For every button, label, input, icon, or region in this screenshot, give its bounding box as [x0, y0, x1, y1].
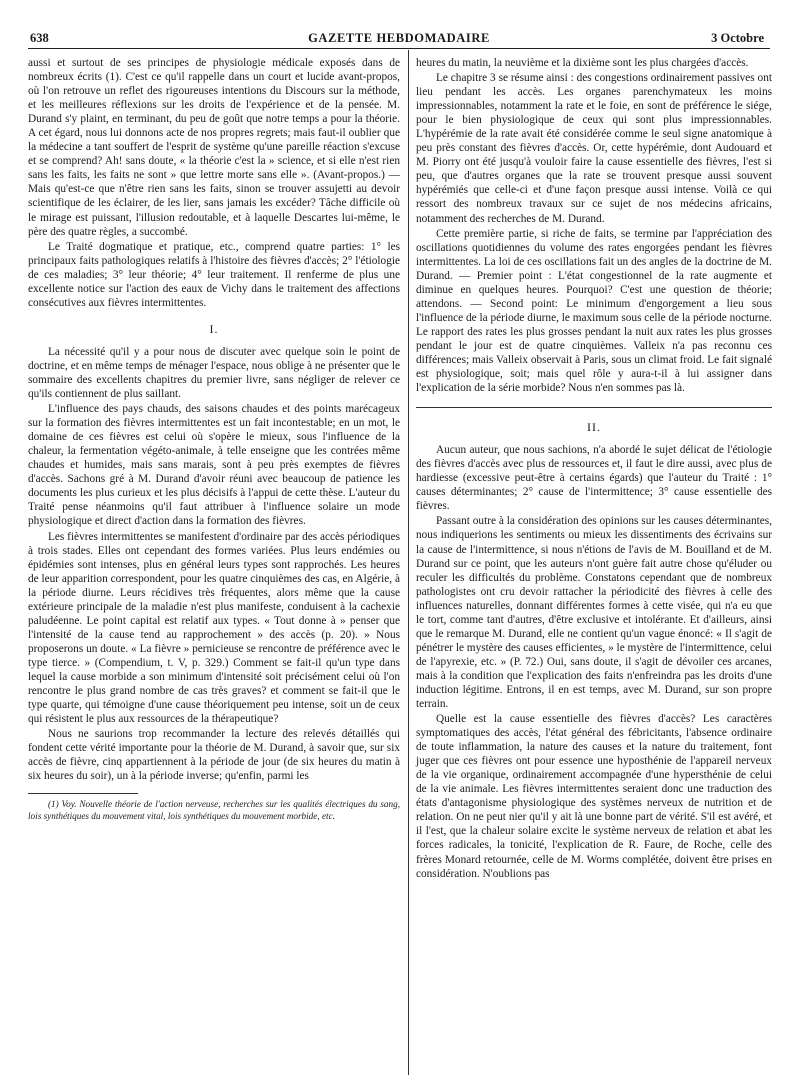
paragraph: Nous ne saurions trop recommander la lecture des relevés détaillés qui fondent cette vérité importante pour la théorie de M. Durand, à savoir que, sur six accès de fièvre, cinq appartiennent à la période de jour (de six heures du matin à six heures du soir), un à la période inverse; qu'enfin, parmi les — [28, 728, 400, 783]
footnote-rule — [28, 793, 138, 794]
section-heading: II. — [587, 420, 601, 435]
column-divider — [408, 50, 409, 1075]
paragraph: aussi et surtout de ses principes de physiologie médicale exposés dans de nombreux écrits (1). C'est ce qu'il rappelle dans un court et lucide avant-propos, où l'on retrouve un reflet des rigoureuses intentions du Discours sur la méthode, et les meilleures réflexions sur les droits de l'expérience et de la pensée. M. Durand s'y plaint, en terminant, du peu de goût que notre temps a pour la théorie. A cet égard, nous lui donnons acte de nos propres regrets; mais faut-il oublier que la médecine a tant souffert de l'esprit de système qu'une pareille réaction s'excuse et se comprend? Ah! sans doute, « la théorie c'est la » science, et si elle n'est rien sans les faits, les faits ne sont » que lettre morte sans elle ». (Avant-propos.) — Mais qu'est-ce que n'être rien sans les faits, sinon se trouver assujetti au devoir scientifique de les éclairer, de les lier, sans jamais les excéder? Tâche difficile où le mirage est puissant, l'illusion redoutable, et à laquelle Descartes lui-même, le père des quatre règles, a succombé. — [28, 57, 400, 238]
paragraph: heures du matin, la neuvième et la dixième sont les plus chargées d'accès. — [416, 57, 749, 69]
paragraph: Le chapitre 3 se résume ainsi : des congestions ordinairement passives ont lieu pendant les accès. Les organes parenchymateux les moins impressionnables, notamment la rate et le foie, en sont de préférence le siége, pour le bien physiologique de ceux qui sont plus impressionnables. L'hypérémie de la rate avait été considérée comme le seul signe anatomique à peu près constant des fièvres d'accès. Or, cette hypérémie, dont Audouard et M. Piorry ont été jusqu'à vouloir faire la cause essentielle des fièvres, l'est si peu, que d'autres organes que la rate se trouvent presque aussi souvent hypérémiés que celle-ci et d'une façon presque aussi intense. Voilà ce qui ressort des nombreux travaux sur ce sujet de nos médecins africains, notamment des recherches de M. Durand. — [416, 72, 772, 225]
paragraph: Quelle est la cause essentielle des fièvres d'accès? Les caractères symptomatiques des accès, l'état général des fébricitants, l'absence ordinaire de toute inflammation, la nature des causes et la nature du traitement, font juger que ces fièvres ont pour essence une hyposthénie de l'appareil nerveux de la vie organique, ordinairement accompagnée d'une hypersthénie de celui de la vie animale. Les fièvres intermittentes seraient donc une traduction des états d'antagonisme physiologique des systèmes nerveux de nutrition et de relation. On ne peut nier qu'il y ait là une bonne part de vérité. S'il est avéré, et il l'est, que la chaleur solaire excite le système nerveux de relation et abat les forces radicales, la tonicité, l'explication de R. Faure, de Roche, celle des frères Monard retournée, celle de M. Worms complétée, doivent être prises en considération. N'oublions pas — [416, 713, 772, 880]
paragraph: Les fièvres intermittentes se manifestent d'ordinaire par des accès périodiques à trois stades. Elles ont cependant des formes variées. Plus leurs endémies ou épidémies sont intenses, plus en général leurs types sont rapprochés. Les heures de leur apparition correspondent, pour les quatre cinquièmes des cas, en Algérie, à la période diurne. Leurs récidives très fréquentes, alors même que la cause extérieure principale de la maladie n'est plus manifeste, conduisent à la cachexie paludéenne. Le point capital est relatif aux types. « Tout donne à » penser que l'intensité de la cause tend au rapprochement » des accès (p. 20). » Nous proposerons un doute. « La fièvre » pernicieuse se rencontre de préférence avec le type tierce. » (Compendium, t. V, p. 329.) Comment se fait-il qu'un type dans lequel la cause morbide a son minimum d'intensité soit précisément celui où l'on rencontre le plus grand nombre de cas très graves? et comment se fait-il que le type quarte, qui témoigne d'une cause théoriquement peu intense, soit un de ceux qui résistent le plus aux ressources de la thérapeutique? — [28, 530, 400, 726]
right-column — [416, 56, 772, 881]
paragraph: La nécessité qu'il y a pour nous de discuter avec quelque soin le point de doctrine, et en même temps de ménager l'espace, nous oblige à ne présenter que le sommaire des excellents chapitres du premier livre, sans négliger de relever ce qu'ils contiennent de plus saillant. — [28, 345, 400, 401]
paragraph: Passant outre à la considération des opinions sur les causes déterminantes, nous indiquerions les sentiments ou mieux les dissentiments des écrivains sur la cause de l'intermittence, si nous n'étions de l'avis de M. Bouilland et de M. Durand sur ce point, que les auteurs n'ont guère fait autre chose qu'éluder ou reculer les difficultés du problème. Constatons cependant que de nombreux pathologistes ont cru devoir rattacher la périodicité des fièvres à celle des influences naturelles, donnant différentes formes à cette visée, qui n'a eu que le tort, comme tant d'autres, d'être exclusive et intolérante. Et d'ailleurs, ainsi que le remarque M. Durand, elle ne contient qu'un vague énoncé: « Il s'agit de pénétrer le mystère des causes efficientes, » le mystère de l'intermittence, celui de l'apyrexie, etc. » (P. 72.) Oui, sans doute, il s'agit de dévoiler ces arcanes, mais à la condition que l'explication des faits n'enfreindra pas les droits d'une induction légitime. Entrons, il en est temps, avec M. Durand, sur son propre terrain. — [416, 515, 772, 711]
journal-title: GAZETTE HEBDOMADAIRE — [308, 31, 490, 45]
paragraph: Cette première partie, si riche de faits, se termine par l'appréciation des oscillations quotidiennes du volume des rates engorgées pendant les fièvres intermittentes. La loi de ces oscillations fait un des angles de la doctrine de M. Durand. — Premier point : L'état congestionnel de la rate augmente et diminue en quelques heures. Pourquoi? C'est une question de théorie; attendons. — Second point: Le minimum d'engorgement a lieu sous l'influence de la période diurne, le maximum sous celle de la période nocturne. Le rapport des rates les plus grosses pendant la nuit aux rates les plus grosses pendant le jour est de quatre cinquièmes. Valleix n'a pas reconnu ces différences; mais Valleix observait à Paris, sous un climat froid. Le fait signalé est physiologique, soit; mais quel rôle y aura-t-il à lui assigner dans l'explication de la série morbide? Nous n'en sommes pas là. — [416, 227, 772, 395]
paragraph: L'influence des pays chauds, des saisons chaudes et des points marécageux sur la formation des fièvres intermittentes est un fait incontestable; en un mot, le domaine de ces fièvres est celui où s'opère le mieux, sous l'influence de la chaleur, la fermentation végéto-animale, à telle enseigne que les contrées même chaudes et humides, mais sans marais, sont à peu près exemptes de fièvres d'accès. Sachons gré à M. Durand d'avoir réuni avec beaucoup de patience les documents les plus curieux et les plus décisifs à l'appui de cette thèse. L'auteur du Traité pense néanmoins qu'il faut attribuer à l'influence solaire un mode physiologique et direct d'action dans la formation des fièvres. — [28, 403, 400, 528]
issue-date: 3 Octobre — [711, 31, 764, 45]
paragraph: Le Traité dogmatique et pratique, etc., comprend quatre parties: 1° les principaux faits pathologiques relatifs à l'histoire des fièvres d'accès; 2° l'étiologie de ces maladies; 3° leur théorie; 4° leur traitement. Il renferme de plus une excellente notice sur l'action des eaux de Vichy dans le traitement des affections consécutives aux fièvres intermittentes. — [28, 240, 400, 309]
section-heading: I. — [209, 321, 219, 336]
page-number: 638 — [30, 31, 49, 45]
paragraph: Aucun auteur, que nous sachions, n'a abordé le sujet délicat de l'étiologie des fièvres d'accès avec plus de ressources et, il faut le dire aussi, avec plus de hardiesse (excessive peut-être à certains égards) que l'auteur du Traité : 1° causes déterminantes; 2° cause de l'intermittence; 3° cause essentielle des fièvres. — [416, 444, 772, 513]
left-column — [28, 56, 400, 822]
header-rule — [28, 48, 770, 49]
section-rule — [416, 407, 772, 408]
page-header — [28, 28, 770, 48]
footnote: (1) Voy. Nouvelle théorie de l'action nerveuse, recherches sur les qualités électriques du sang, lois synthétiques du mouvement vital, lois synthétiques du mouvement morbide, etc. — [28, 799, 400, 821]
